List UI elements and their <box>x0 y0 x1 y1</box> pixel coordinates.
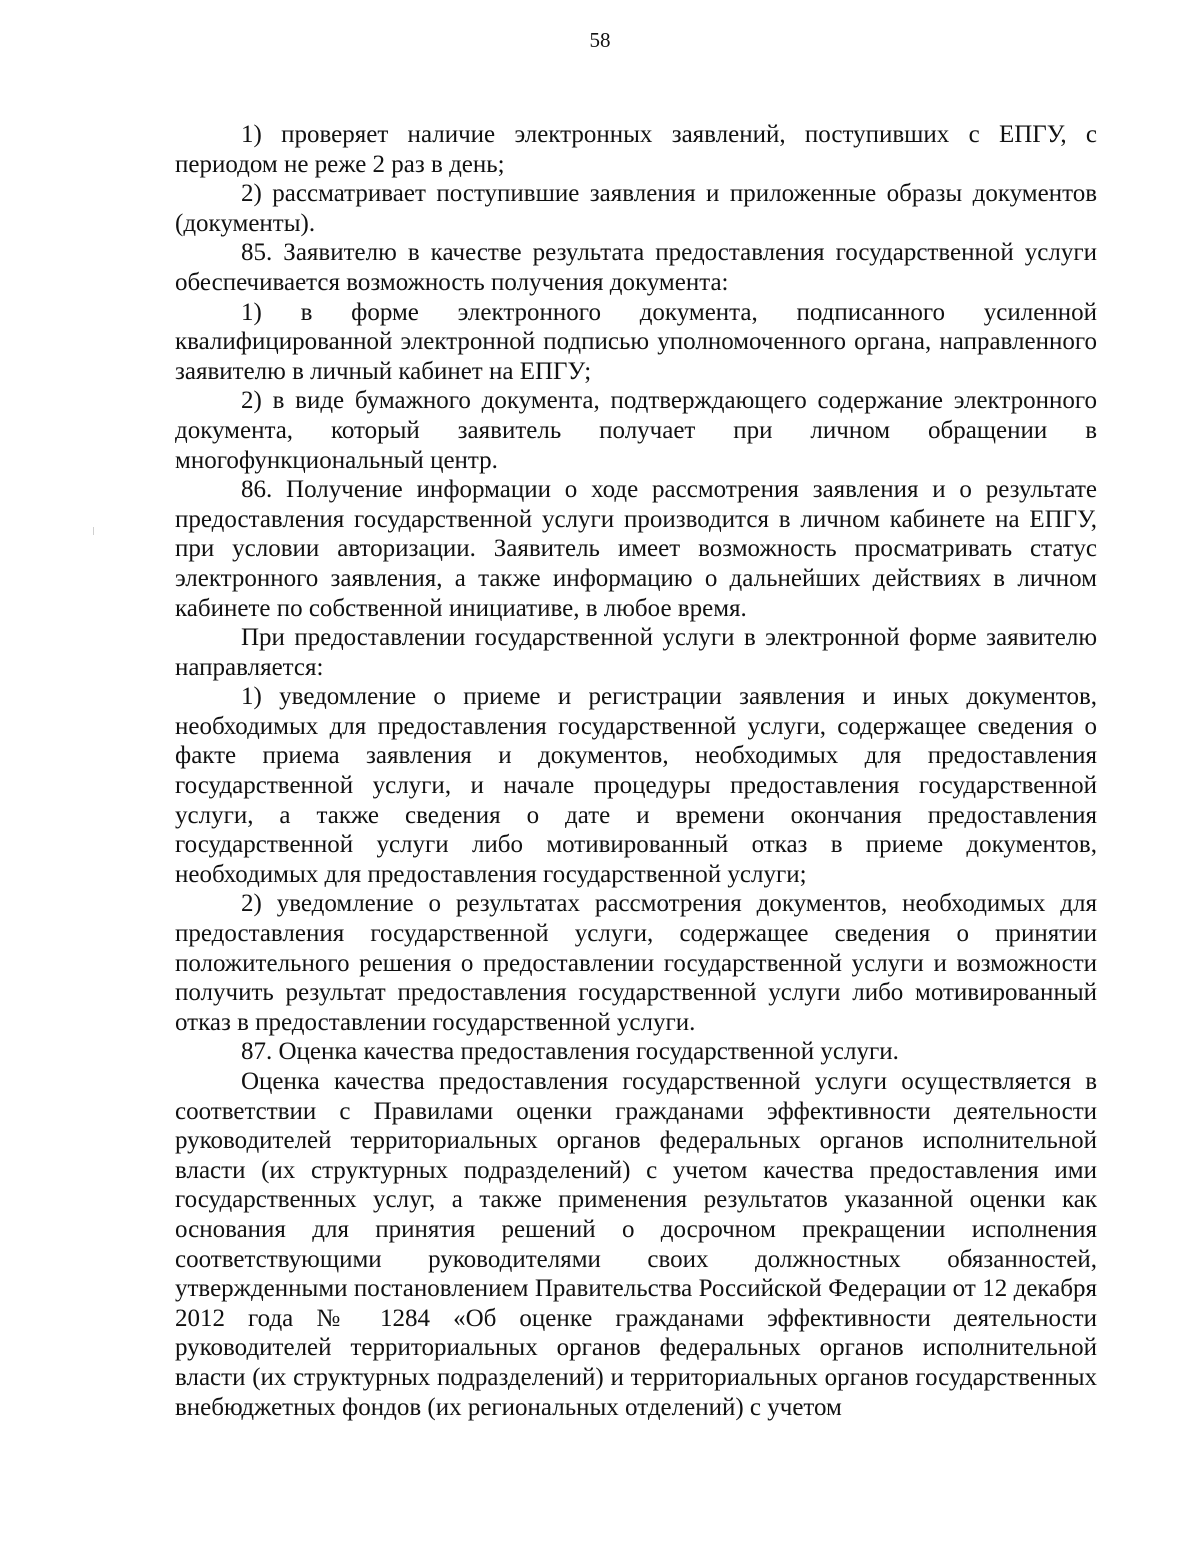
paragraph-notification-item-1: 1) уведомление о приеме и регистрации заявления и иных документов, необходимых для предоставления государственной услуги, содержащее сведения о факте приема заявления и документов, необходимых для предоставления государственной услуги, и начале процедуры предоставления государственной услуги, а также сведения о дате и времени окончания предоставления государственной услуги либо мотивированный отказ в приеме документов, необходимых для предоставления государственной услуги; <box>175 683 1097 888</box>
page-number: 58 <box>589 28 611 52</box>
paragraph-item-2-review-applications: 2) рассматривает поступившие заявления и приложенные образы документов (документы). <box>175 180 1097 237</box>
paragraph-electronic-notifications-intro: При предоставлении государственной услуги в электронной форме заявителю направляется: <box>175 624 1097 681</box>
paragraph-86-status-information: 86. Получение информации о ходе рассмотрения заявления и о результате предоставления государственной услуги производится в личном кабинете на ЕПГУ, при условии авторизации. Заявитель имеет возможность просматривать статус электронного заявления, а также информацию о дальнейших действиях в личном кабинете по собственной инициативе, в любое время. <box>175 476 1097 622</box>
paragraph-85-item-2-paper-document: 2) в виде бумажного документа, подтверждающего содержание электронного документа, который заявитель получает при личном обращении в многофункциональный центр. <box>175 387 1097 474</box>
document-body <box>175 120 1097 1422</box>
paragraph-85-item-1-electronic-document: 1) в форме электронного документа, подписанного усиленной квалифицированной электронной подписью уполномоченного органа, направленного заявителю в личный кабинет на ЕПГУ; <box>175 298 1097 385</box>
paragraph-85-result-documents: 85. Заявителю в качестве результата предоставления государственной услуги обеспечивается возможность получения документа: <box>175 239 1097 296</box>
paragraph-item-1-check-applications: 1) проверяет наличие электронных заявлений, поступивших с ЕПГУ, с периодом не реже 2 раз в день; <box>175 121 1097 178</box>
paragraph-quality-assessment-details: Оценка качества предоставления государственной услуги осуществляется в соответствии с Правилами оценки гражданами эффективности деятельности руководителей территориальных органов федеральных органов исполнительной власти (их структурных подразделений) с учетом качества предоставления ими государственных услуг, а также применения результатов указанной оценки как основания для принятия решений о досрочном прекращении исполнения соответствующими руководителями своих должностных обязанностей, утвержденными постановлением Правительства Российской Федерации от 12 декабря 2012 года № 1284 «Об оценке гражданами эффективности деятельности руководителей территориальных органов федеральных органов исполнительной власти (их структурных подразделений) и территориальных органов государственных внебюджетных фондов (их региональных отделений) с учетом <box>175 1068 1097 1421</box>
scan-artifact <box>93 527 94 535</box>
paragraph-87-quality-assessment: 87. Оценка качества предоставления государственной услуги. <box>241 1038 899 1066</box>
paragraph-notification-item-2: 2) уведомление о результатах рассмотрения документов, необходимых для предоставления государственной услуги, содержащее сведения о принятии положительного решения о предоставлении государственной услуги и возможности получить результат предоставления государственной услуги либо мотивированный отказ в предоставлении государственной услуги. <box>175 890 1097 1036</box>
